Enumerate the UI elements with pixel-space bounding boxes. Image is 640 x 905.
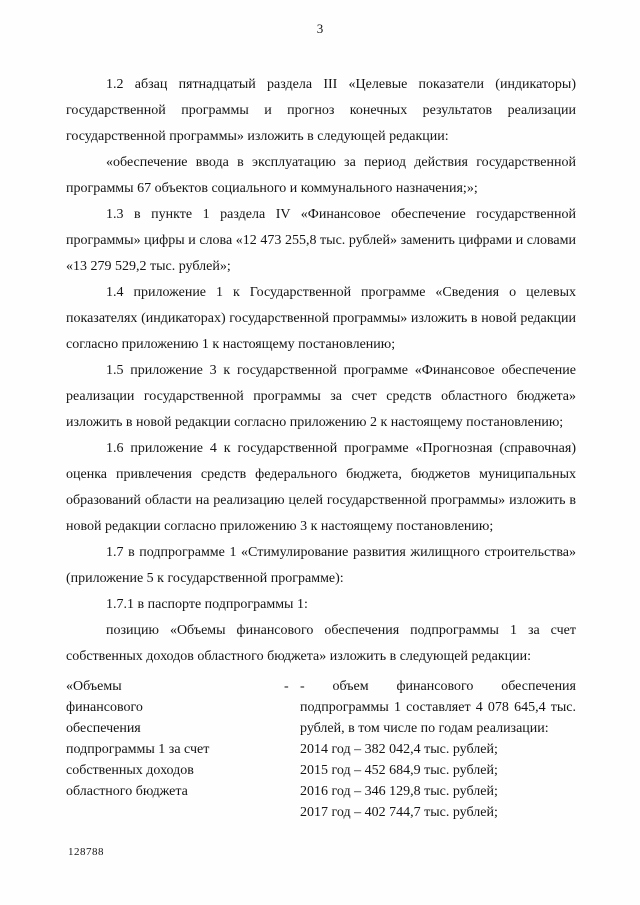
paragraph-position-intro: позицию «Объемы финансового обеспечения подпрограммы 1 за счет собственных доходов областного бюджета» изложить в следующей редакции:: [66, 623, 576, 664]
paragraph-1-2: 1.2 абзац пятнадцатый раздела III «Целевые показатели (индикаторы) государственной программы и прогноз конечных результатов реализации государственной программы» изложить в следующей редакции:: [66, 77, 576, 144]
funding-year-2015: 2015 год – 452 684,9 тыс. рублей;: [300, 763, 498, 778]
paragraph-quote-commissioning: «обеспечение ввода в эксплуатацию за период действия государственной программы 67 объектов социального и коммунального назначения;»;: [66, 155, 576, 196]
page-number: 3: [316, 21, 324, 36]
funding-year-2014: 2014 год – 382 042,4 тыс. рублей;: [300, 742, 498, 757]
footer-code: 128788: [68, 846, 104, 858]
paragraph-1-4: 1.4 приложение 1 к Государственной программе «Сведения о целевых показателях (индикаторах) государственной программы» изложить в новой редакции согласно приложению 1 к настоящему постановлению;: [66, 285, 576, 352]
paragraph-1-6: 1.6 приложение 4 к государственной программе «Прогнозная (справочная) оценка привлечения средств федерального бюджета, бюджетов муниципальных образований области на реализацию целей государственной программы» изложить в новой редакции согласно приложению 3 к настоящему постановлению;: [66, 441, 576, 534]
position-title-line: обеспечения: [66, 721, 141, 736]
position-title: [66, 676, 284, 823]
position-title-line: подпрограммы 1 за счет: [66, 742, 210, 757]
funding-year-2017: 2017 год – 402 744,7 тыс. рублей;: [300, 805, 498, 820]
funding-total-text: - объем финансового обеспечения подпрограммы 1 составляет 4 078 645,4 тыс. рублей, в том числе по годам реализации:: [300, 679, 576, 736]
paragraph-1-3: 1.3 в пункте 1 раздела IV «Финансовое обеспечение государственной программы» цифры и слова «12 473 255,8 тыс. рублей» заменить цифрами и словами «13 279 529,2 тыс. рублей»;: [66, 207, 576, 274]
funding-year-2016: 2016 год – 346 129,8 тыс. рублей;: [300, 784, 498, 799]
passport-position-block: [66, 676, 576, 823]
position-title-line: финансового: [66, 700, 143, 715]
position-title-line: собственных доходов: [66, 763, 194, 778]
paragraph-1-5: 1.5 приложение 3 к государственной программе «Финансовое обеспечение реализации государственной программы за счет средств областного бюджета» изложить в новой редакции согласно приложению 2 к настоящему постановлению;: [66, 363, 576, 430]
position-title-line: «Объемы: [66, 679, 122, 694]
position-title-line: областного бюджета: [66, 784, 188, 799]
paragraph-1-7: 1.7 в подпрограмме 1 «Стимулирование развития жилищного строительства» (приложение 5 к государственной программе):: [66, 545, 576, 586]
document-body: [66, 72, 576, 823]
position-dash: -: [284, 679, 289, 694]
paragraph-1-7-1: 1.7.1 в паспорте подпрограммы 1:: [106, 597, 308, 612]
position-value: [300, 676, 576, 823]
